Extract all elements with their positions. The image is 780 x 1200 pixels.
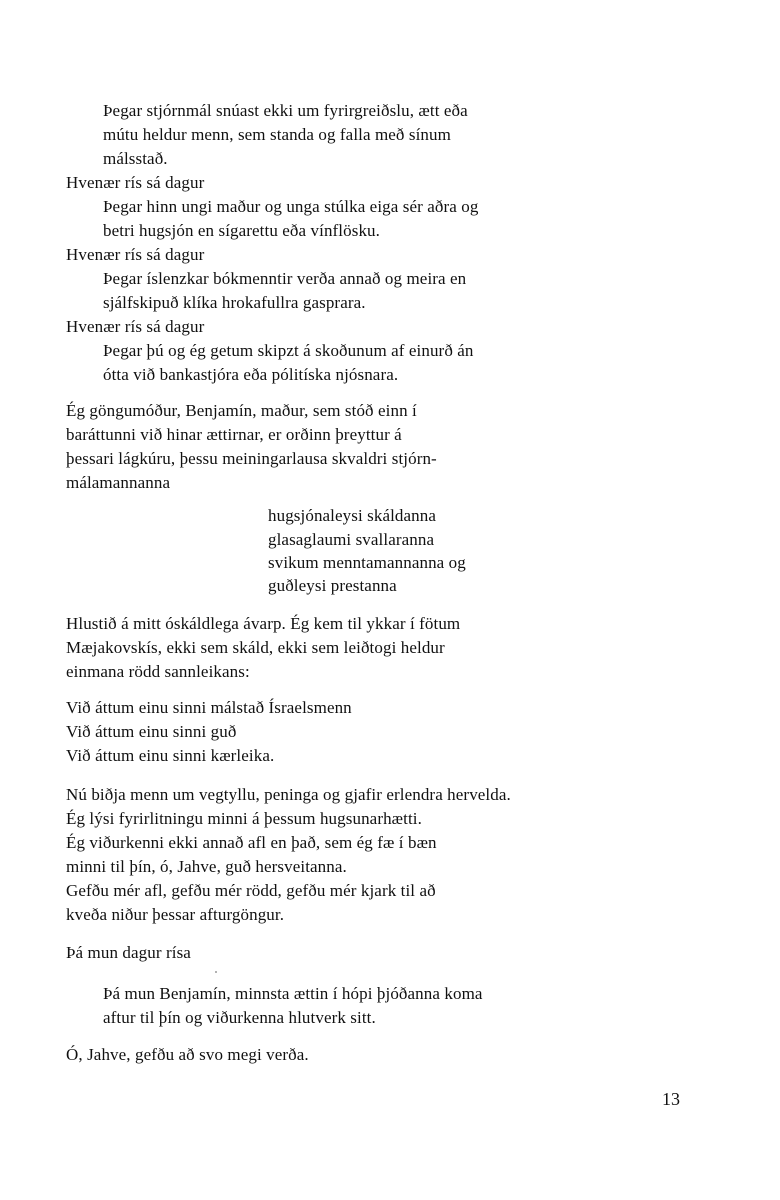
text-line: Þegar íslenzkar bókmenntir verða annað og meira en	[103, 269, 467, 288]
text-line: Gefðu mér afl, gefðu mér rödd, gefðu mér kjark til að	[66, 881, 436, 900]
text-line: hugsjónaleysi skáldanna	[268, 506, 437, 525]
text-line: ótta við bankastjóra eða pólitíska njósnara.	[103, 365, 399, 384]
text-line: Ég viðurkenni ekki annað afl en það, sem ég fæ í bæn	[66, 833, 437, 852]
text-line: Hvenær rís sá dagur	[66, 173, 205, 192]
text-line: Mæjakovskís, ekki sem skáld, ekki sem leiðtogi heldur	[66, 638, 445, 657]
text-line: Við áttum einu sinni kærleika.	[66, 746, 275, 765]
text-line: Þegar stjórnmál snúast ekki um fyrirgreiðslu, ætt eða	[103, 101, 468, 120]
text-line: aftur til þín og viðurkenna hlutverk sitt.	[103, 1008, 376, 1027]
text-line: Hlustið á mitt óskáldlega ávarp. Ég kem til ykkar í fötum	[66, 614, 461, 633]
text-line: minni til þín, ó, Jahve, guð hersveitanna.	[66, 857, 347, 876]
text-line: Nú biðja menn um vegtyllu, peninga og gjafir erlendra hervelda.	[66, 785, 511, 804]
text-line: Þá mun Benjamín, minnsta ættin í hópi þjóðanna koma	[103, 984, 483, 1003]
text-line: Ég lýsi fyrirlitningu minni á þessum hugsunarhætti.	[66, 809, 422, 828]
text-line: málamannanna	[66, 473, 171, 492]
text-line: þessari lágkúru, þessu meiningarlausa skvaldri stjórn-	[66, 449, 437, 468]
text-line: einmana rödd sannleikans:	[66, 662, 250, 681]
text-line: glasaglaumi svallaranna	[268, 530, 435, 549]
text-line: betri hugsjón en sígarettu eða vínflösku.	[103, 221, 380, 240]
print-speck	[215, 971, 217, 973]
text-line: Þegar hinn ungi maður og unga stúlka eiga sér aðra og	[103, 197, 479, 216]
page-number: 13	[662, 1089, 680, 1109]
text-line: mútu heldur menn, sem standa og falla með sínum	[103, 125, 451, 144]
text-line: svikum menntamannanna og	[268, 553, 466, 572]
text-line: Ó, Jahve, gefðu að svo megi verða.	[66, 1045, 309, 1064]
text-line: Hvenær rís sá dagur	[66, 317, 205, 336]
text-line: Ég göngumóður, Benjamín, maður, sem stóð einn í	[66, 401, 417, 420]
text-line: Hvenær rís sá dagur	[66, 245, 205, 264]
text-line: kveða niður þessar afturgöngur.	[66, 905, 285, 924]
text-line: baráttunni við hinar ættirnar, er orðinn þreyttur á	[66, 425, 402, 444]
text-line: málsstað.	[103, 149, 168, 168]
text-line: Þá mun dagur rísa	[66, 943, 191, 962]
text-line: Við áttum einu sinni guð	[66, 722, 237, 741]
text-line: Þegar þú og ég getum skipzt á skoðunum af einurð án	[103, 341, 474, 360]
text-line: guðleysi prestanna	[268, 576, 397, 595]
text-line: sjálfskipuð klíka hrokafullra gasprara.	[103, 293, 366, 312]
text-line: Við áttum einu sinni málstað Ísraelsmenn	[66, 698, 352, 717]
